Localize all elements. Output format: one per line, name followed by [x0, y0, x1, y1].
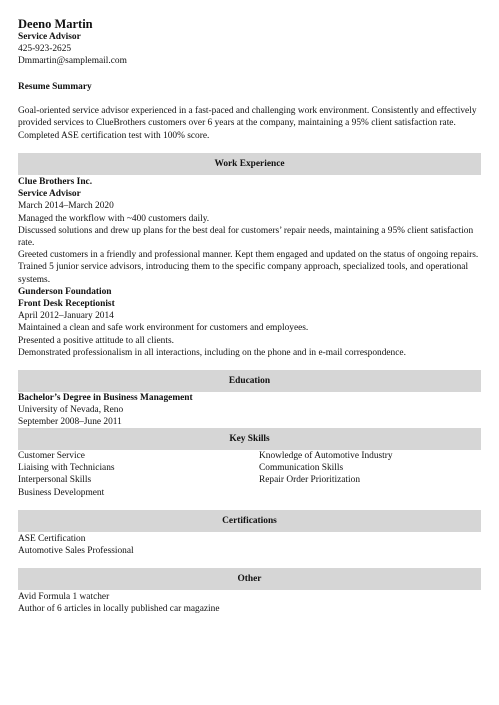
job-dates: April 2012–January 2014 [18, 311, 114, 322]
skill-item: Customer Service [18, 451, 85, 461]
education-degree: Bachelor’s Degree in Business Management [18, 393, 193, 403]
certification-item: ASE Certification [18, 534, 86, 544]
summary-line: Completed ASE certification test with 100% score. [18, 130, 210, 141]
summary-line: provided services to ClueBrothers customers over 6 years at the company, maintaining a 95% client satisfaction rate. [18, 118, 456, 129]
summary-line: Goal-oriented service advisor experienced in a fast-paced and challenging work environment. Consistently and effectively [18, 106, 477, 117]
job-duty: Discussed solutions and drew up plans for the best deal for customers’ repair needs, maintaining a 95% client satisfaction [18, 225, 474, 236]
skill-item: Repair Order Prioritization [259, 475, 361, 486]
education-section [18, 392, 481, 429]
skills-column-left [18, 450, 115, 499]
certification-item: Automotive Sales Professional [18, 546, 134, 557]
summary-heading: Resume Summary [18, 82, 92, 92]
job-duty: Greeted customers in a friendly and professional manner. Kept them engaged and updated on the status of ongoing repairs. [18, 250, 479, 261]
job-duty: Managed the workflow with ~400 customers daily. [18, 213, 210, 224]
skill-item: Communication Skills [259, 463, 344, 474]
job-position: Service Advisor [18, 189, 81, 200]
education-heading: Education [18, 370, 481, 392]
job-duty: systems. [18, 274, 51, 285]
job-duty: Presented a positive attitude to all clients. [18, 335, 174, 346]
other-item: Avid Formula 1 watcher [18, 592, 110, 602]
work-experience-section [18, 176, 481, 359]
candidate-phone: 425-923-2625 [18, 44, 72, 55]
other-item: Author of 6 articles in locally published car magazine [18, 604, 220, 615]
other-section [18, 591, 481, 615]
skills-column-right [259, 450, 393, 487]
candidate-title: Service Advisor [18, 32, 81, 42]
education-dates: September 2008–June 2011 [18, 417, 122, 428]
skill-item: Liaising with Technicians [18, 463, 115, 474]
resume-header [18, 17, 481, 68]
job-duty: rate. [18, 238, 35, 249]
work-experience-heading: Work Experience [18, 153, 481, 175]
job-dates: March 2014–March 2020 [18, 201, 114, 212]
other-heading: Other [18, 568, 481, 590]
skill-item: Interpersonal Skills [18, 475, 92, 486]
skill-item: Knowledge of Automotive Industry [259, 451, 393, 461]
candidate-email: Dmmartin@samplemail.com [18, 56, 127, 67]
job-company: Clue Brothers Inc. [18, 177, 93, 187]
job-duty: Demonstrated professionalism in all interactions, including on the phone and in e-mail correspondence. [18, 347, 406, 358]
certifications-heading: Certifications [18, 510, 481, 532]
job-position: Front Desk Receptionist [18, 299, 115, 310]
certifications-section [18, 533, 481, 557]
education-school: University of Nevada, Reno [18, 405, 124, 416]
job-company: Gunderson Foundation [18, 286, 112, 297]
candidate-name: Deeno Martin [18, 17, 93, 31]
summary-section [18, 81, 481, 142]
key-skills-heading: Key Skills [18, 428, 481, 450]
skill-item: Business Development [18, 487, 105, 498]
job-duty: Trained 5 junior service advisors, introducing them to the specific company approach, specialized tools, and operational [18, 262, 469, 273]
job-duty: Maintained a clean and safe work environment for customers and employees. [18, 323, 309, 334]
